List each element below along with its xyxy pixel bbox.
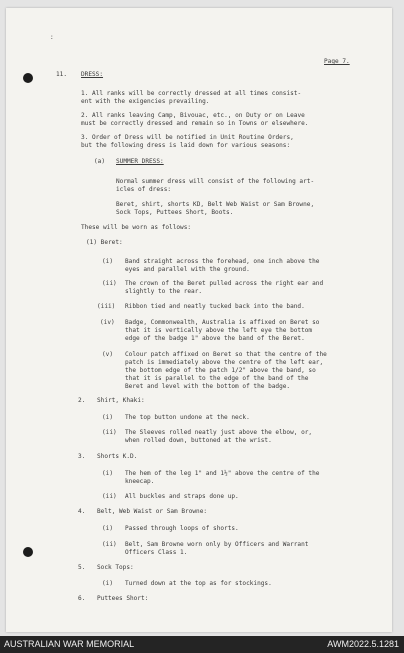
- text-line: Belt, Sam Browne worn only by Officers and Warrant: [125, 541, 309, 548]
- item-marker: (ii): [102, 493, 117, 500]
- text-line: These will be worn as follows:: [81, 224, 192, 231]
- text-line: ent with the exigencies prevailing.: [81, 98, 210, 105]
- item-heading: Shorts K.D.: [97, 453, 138, 460]
- text-line: the bottom edge of the patch 1/2" above the band, so: [125, 367, 316, 374]
- item-marker: (v): [102, 351, 114, 358]
- item-heading: Belt, Web Waist or Sam Browne:: [97, 508, 208, 515]
- text-line: Passed through loops of shorts.: [125, 525, 239, 532]
- item-marker: (ii): [102, 429, 117, 436]
- item-number: 2.: [78, 397, 86, 404]
- item-marker: (i): [102, 580, 114, 587]
- item-marker: (iii): [97, 303, 116, 310]
- item-heading: Puttees Short:: [97, 595, 149, 602]
- text-line: Normal summer dress will consist of the following art-: [116, 178, 315, 185]
- margin-mark: :: [50, 34, 54, 41]
- item-marker: (iv): [100, 319, 115, 326]
- section-heading: DRESS:: [81, 71, 104, 78]
- archive-footer: [0, 636, 404, 653]
- footer-accession-number: AWM2022.5.1281: [327, 639, 399, 649]
- item-heading: (1) Beret:: [86, 239, 123, 246]
- text-line: Turned down at the top as for stockings.: [125, 580, 272, 587]
- item-marker: (i): [102, 470, 114, 477]
- text-line: Beret and level with the bottom of the badge.: [125, 383, 291, 390]
- subheading-summer-dress: SUMMER DRESS:: [116, 158, 164, 165]
- text-line: when rolled down, buttoned at the wrist.: [125, 437, 272, 444]
- item-heading: Sock Tops:: [97, 564, 134, 571]
- text-line: that it is vertically above the left eye the bottom: [125, 327, 313, 334]
- item-number: 4.: [78, 508, 86, 515]
- text-line: slightly to the rear.: [125, 288, 203, 295]
- text-line: The top button undone at the neck.: [125, 414, 250, 421]
- section-number: 11.: [56, 71, 68, 78]
- text-line: kneecap.: [125, 478, 155, 485]
- text-line: patch is immediately above the centre of the left ear,: [125, 359, 324, 366]
- text-line: 2. All ranks leaving Camp, Bivouac, etc., on Duty or on Leave: [81, 112, 305, 119]
- text-line: Band straight across the forehead, one inch above the: [125, 258, 320, 265]
- item-number: 6.: [78, 595, 86, 602]
- footer-institution: AUSTRALIAN WAR MEMORIAL: [4, 639, 135, 649]
- punch-hole-top: [23, 73, 33, 83]
- text-line: 3. Order of Dress will be notified in Unit Routine Orders,: [81, 134, 294, 141]
- text-line: Ribbon tied and neatly tucked back into the band.: [125, 303, 305, 310]
- item-marker: (i): [102, 258, 114, 265]
- text-line: Sock Tops, Puttees Short, Boots.: [116, 209, 234, 216]
- text-line: that it is parallel to the edge of the band of the: [125, 375, 309, 382]
- item-marker: (ii): [102, 541, 117, 548]
- item-marker: (ii): [102, 280, 117, 287]
- text-line: edge of the badge 1" above the band of the Beret.: [125, 335, 305, 342]
- text-line: The crown of the Beret pulled across the right ear and: [125, 280, 324, 287]
- item-heading: Shirt, Khaki:: [97, 397, 145, 404]
- text-line: The Sleeves rolled neatly just above the elbow, or,: [125, 429, 313, 436]
- item-marker: (i): [102, 525, 114, 532]
- text-line: eyes and parallel with the ground.: [125, 266, 250, 273]
- text-line: must be correctly dressed and remain so in Towns or elsewhere.: [81, 120, 309, 127]
- text-line: Colour patch affixed on Beret so that the centre of the: [125, 351, 327, 358]
- text-line: Badge, Commonwealth, Australia is affixed on Beret so: [125, 319, 320, 326]
- text-line: The hem of the leg 1" and 1½" above the centre of the: [125, 470, 320, 477]
- text-line: Officers Class 1.: [125, 549, 188, 556]
- text-line: but the following dress is laid down for various seasons:: [81, 142, 291, 149]
- text-line: 1. All ranks will be correctly dressed at all times consist-: [81, 90, 302, 97]
- item-marker: (i): [102, 414, 114, 421]
- text-line: icles of dress:: [116, 186, 172, 193]
- item-number: 5.: [78, 564, 86, 571]
- punch-hole-bottom: [23, 547, 33, 557]
- text-line: All buckles and straps done up.: [125, 493, 239, 500]
- document-page: [6, 8, 392, 632]
- item-marker: (a): [94, 158, 106, 165]
- text-line: Beret, shirt, shorts KD, Belt Web Waist or Sam Browne,: [116, 201, 315, 208]
- page-number: Page 7.: [324, 58, 350, 65]
- item-number: 3.: [78, 453, 86, 460]
